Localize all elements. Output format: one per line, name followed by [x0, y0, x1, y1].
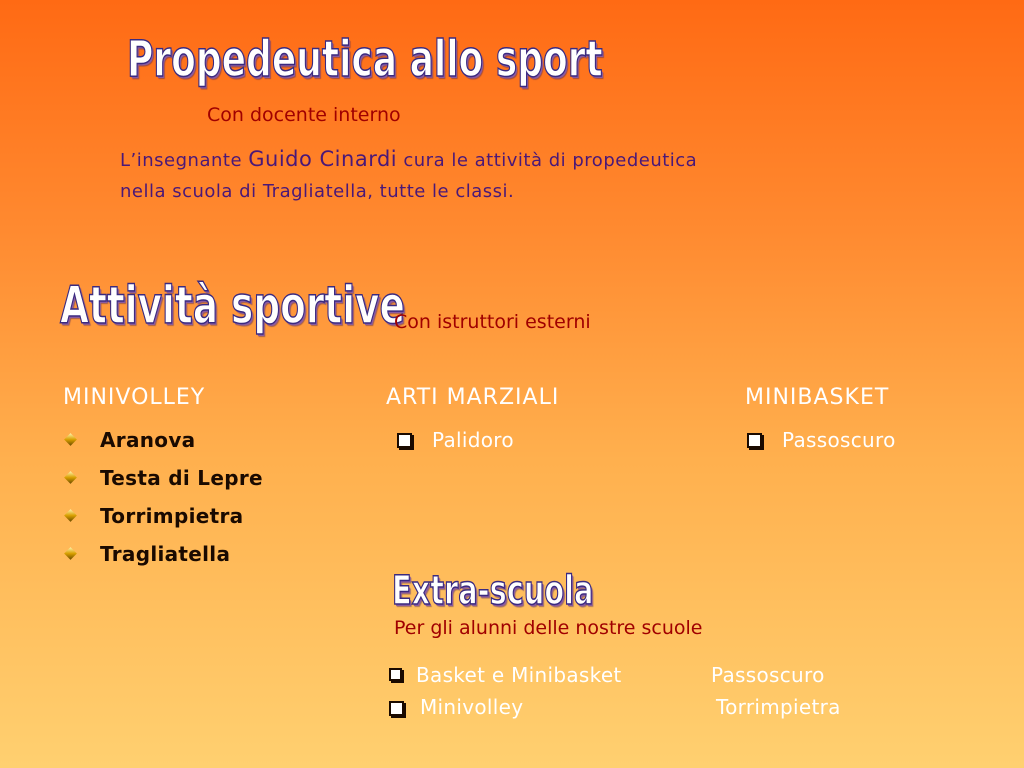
intro-line-1	[120, 147, 697, 171]
bullet-diamond-icon	[64, 433, 77, 446]
heading-minibasket: MINIBASKET	[745, 385, 890, 410]
list-item-passoscuro: Passoscuro	[782, 428, 896, 452]
bullet-diamond-icon	[64, 509, 77, 522]
intro-line-2: nella scuola di Tragliatella, tutte le classi.	[120, 181, 515, 202]
title-propedeutica: Propedeutica allo sport	[127, 30, 603, 88]
bullet-diamond-icon	[64, 547, 77, 560]
title-attivita-sportive: Attività sportive	[60, 276, 405, 336]
checkbox-bullet-icon	[397, 433, 412, 448]
intro-prefix: L’insegnante	[120, 150, 249, 171]
checkbox-bullet-icon	[389, 701, 404, 716]
list-item-torrimpietra: Torrimpietra	[100, 504, 244, 528]
extra-place-torrimpietra: Torrimpietra	[716, 695, 841, 719]
list-item-palidoro: Palidoro	[432, 428, 514, 452]
list-item-tragliatella: Tragliatella	[100, 542, 231, 566]
checkbox-bullet-icon	[747, 433, 762, 448]
extra-activity-minivolley: Minivolley	[420, 695, 524, 719]
subtitle-istruttori-esterni: Con istruttori esterni	[394, 311, 591, 333]
extra-place-passoscuro: Passoscuro	[711, 663, 825, 687]
list-item-testa-di-lepre: Testa di Lepre	[100, 466, 263, 490]
subtitle-alunni: Per gli alunni delle nostre scuole	[394, 617, 703, 639]
list-item-aranova: Aranova	[100, 428, 196, 452]
extra-activity-basket: Basket e Minibasket	[416, 663, 622, 687]
intro-line-1-suffix: cura le attività di propedeutica	[397, 150, 698, 171]
checkbox-bullet-icon	[389, 668, 402, 681]
bullet-diamond-icon	[64, 471, 77, 484]
heading-arti-marziali: ARTI MARZIALI	[386, 385, 560, 410]
heading-minivolley: MINIVOLLEY	[63, 385, 206, 410]
subtitle-docente-interno: Con docente interno	[207, 104, 401, 126]
title-extra-scuola: Extra-scuola	[392, 568, 594, 614]
teacher-name: Guido Cinardi	[248, 147, 398, 171]
